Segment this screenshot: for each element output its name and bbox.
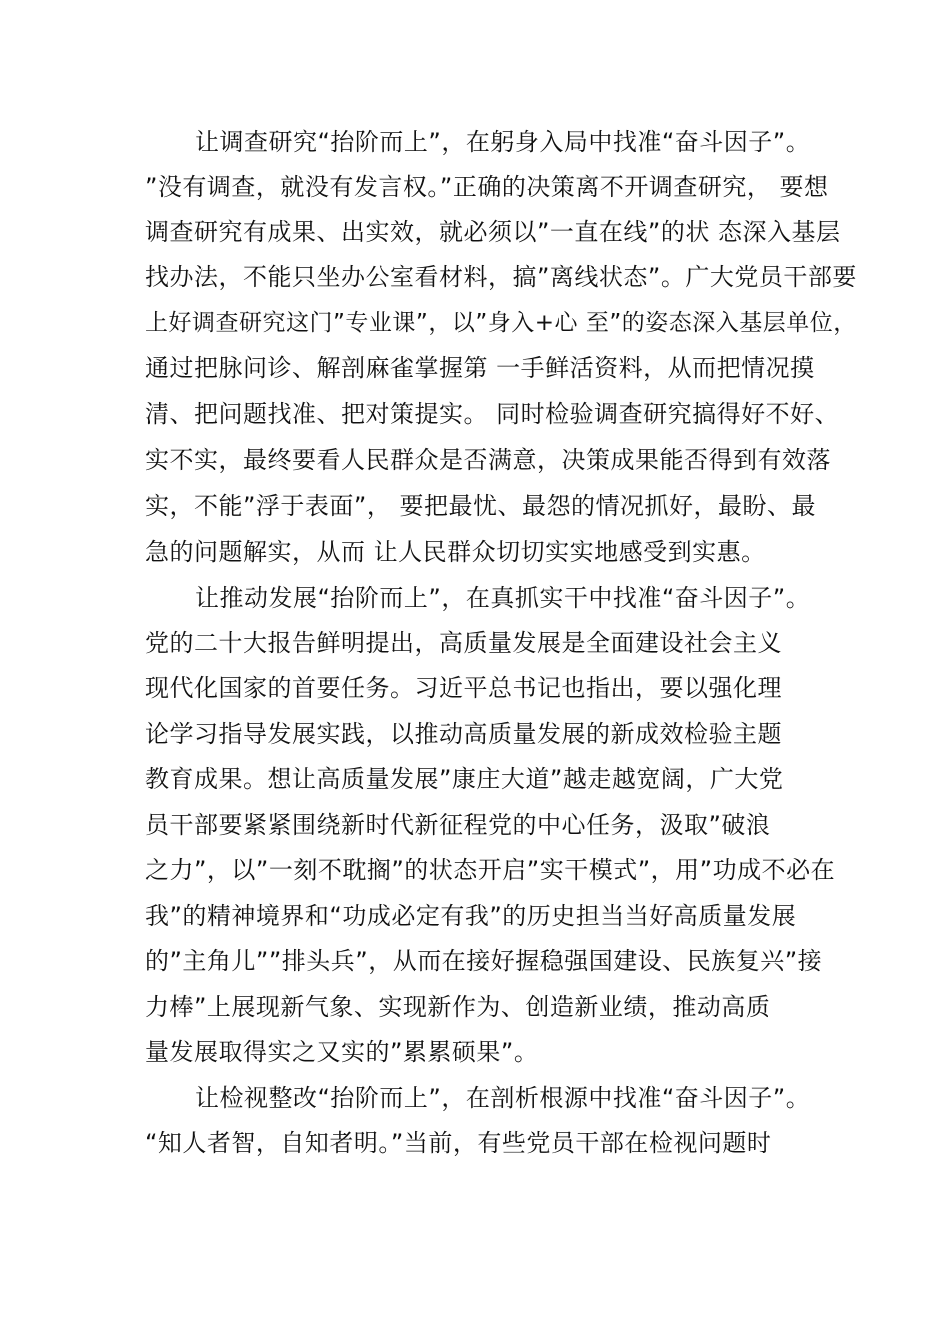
text-line: 通过把脉问诊、解剖麻雀掌握第 一手鲜活资料，从而把情况摸 <box>145 354 815 382</box>
text-line: 清、把问题找准、把对策提实。 同时检验调查研究搞得好不好、 <box>145 400 840 428</box>
text-line: 找办法，不能只坐办公室看材料，搞”离线状态”。广大党员干部要 <box>145 263 857 291</box>
text-line: ”没有调查，就没有发言权。”正确的决策离不开调查研究， 要想 <box>145 173 829 201</box>
text-line: 论学习指导发展实践，以推动高质量发展的新成效检验主题 <box>145 720 782 748</box>
text-line: 量发展取得实之又实的”累累硕果”。 <box>145 1038 539 1066</box>
paragraph-heading-development: 让推动发展“抬阶而上”，在真抓实干中找准“奋斗因子”。 <box>195 584 811 612</box>
text-line: 之力”，以”一刻不耽搁”的状态开启”实干模式”，用”功成不必在 <box>145 856 836 884</box>
text-line: 急的问题解实，从而 让人民群众切切实实地感受到实惠。 <box>145 538 766 566</box>
text-line: 调查研究有成果、出实效，就必须以”一直在线”的状 态深入基层 <box>145 218 841 246</box>
text-line: 我”的精神境界和“功成必定有我”的历史担当当好高质量发展 <box>145 902 797 930</box>
paragraph-heading-rectification: 让检视整改“抬阶而上”，在剖析根源中找准“奋斗因子”。 <box>195 1084 811 1112</box>
text-line: 党的二十大报告鲜明提出，高质量发展是全面建设社会主义 <box>145 629 782 657</box>
text-line: 实，不能”浮于表面”， 要把最忧、最怨的情况抓好，最盼、最 <box>145 492 816 520</box>
text-line: 的”主角儿””排头兵”，从而在接好握稳强国建设、民族复兴”接 <box>145 947 823 975</box>
text-line: 上好调查研究这门”专业课”，以”身入+心 至”的姿态深入基层单位， <box>145 310 857 336</box>
paragraph-heading-research: 让调查研究“抬阶而上”，在躬身入局中找准“奋斗因子”。 <box>195 128 811 156</box>
text-line: 现代化国家的首要任务。习近平总书记也指出，要以强化理 <box>145 674 782 702</box>
text-line: 教育成果。想让高质量发展”康庄大道”越走越宽阔，广大党 <box>145 765 784 793</box>
text-line: “知人者智，自知者明。”当前，有些党员干部在检视问题时 <box>145 1129 772 1157</box>
text-line: 力棒”上展现新气象、实现新作为、创造新业绩，推动高质 <box>145 993 771 1021</box>
text-line: 实不实，最终要看人民群众是否满意，决策成果能否得到有效落 <box>145 446 831 474</box>
text-line: 员干部要紧紧围绕新时代新征程党的中心任务，汲取”破浪 <box>145 811 771 839</box>
